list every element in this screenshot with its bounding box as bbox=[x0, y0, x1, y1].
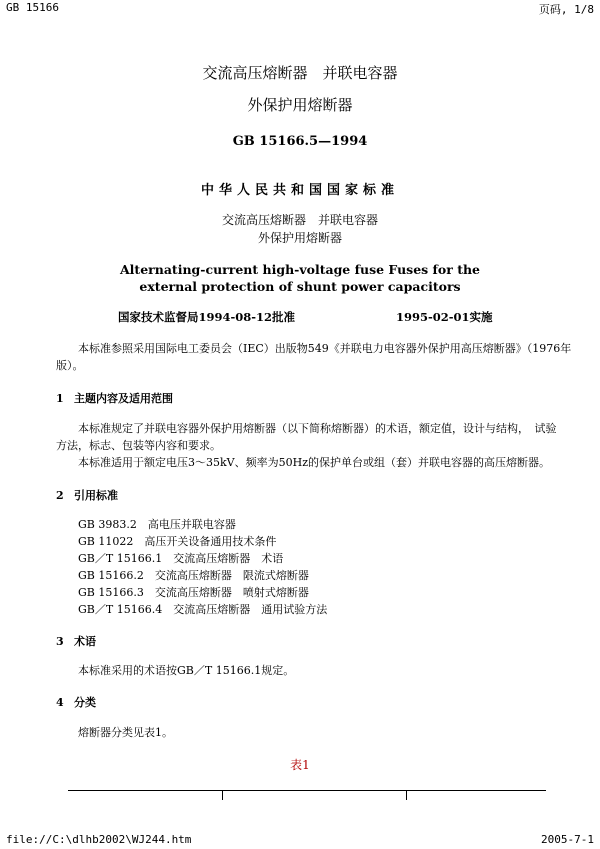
section-heading bbox=[56, 487, 118, 503]
s3-paragraph: 本标准采用的术语按GB／T 15166.1规定。 bbox=[78, 664, 295, 677]
reference-item: GB 15166.3 交流高压熔断器 喷射式熔断器 bbox=[78, 586, 309, 599]
en-title-line2: external protection of shunt power capacitors bbox=[139, 279, 461, 294]
cn-title-line1: 交流高压熔断器 并联电容器 bbox=[221, 213, 378, 227]
header-page-number: 页码, 1/8 bbox=[538, 3, 594, 16]
section-heading bbox=[56, 633, 96, 649]
doc-title-line2: 外保护用熔断器 bbox=[247, 96, 353, 114]
implementation-date: 1995-02-01实施 bbox=[396, 310, 493, 324]
standard-number: GB 15166.5—1994 bbox=[232, 134, 368, 149]
approval-date: 国家技术监督局1994-08-12批准 bbox=[118, 310, 296, 324]
s1-p1-line1: 本标准规定了并联电容器外保护用熔断器（以下简称熔断器）的术语，额定值，设计与结构， 试验 bbox=[78, 422, 557, 435]
section-number: 3 bbox=[56, 635, 64, 648]
en-title-line1: Alternating-current high-voltage fuse Fuses for the bbox=[119, 262, 481, 277]
national-standard-heading: 中华人民共和国国家标准 bbox=[200, 183, 399, 198]
footer-date: 2005-7-1 bbox=[541, 833, 594, 846]
reference-item: GB 15166.2 交流高压熔断器 限流式熔断器 bbox=[78, 569, 309, 582]
cn-title-line2: 外保护用熔断器 bbox=[257, 231, 342, 245]
s1-p1-line2: 方法，标志、包装等内容和要求。 bbox=[56, 439, 221, 452]
table-column-divider bbox=[222, 790, 223, 800]
page-footer bbox=[0, 833, 600, 849]
section-title: 术语 bbox=[74, 635, 96, 648]
section-number: 1 bbox=[56, 392, 64, 405]
section-title: 引用标准 bbox=[74, 489, 118, 502]
intro-line2: 版）。 bbox=[56, 359, 84, 372]
intro-line1: 本标准参照采用国际电工委员会（IEC）出版物549《并联电力电容器外保护用高压熔断器》（1976年 bbox=[78, 342, 572, 355]
table-top-rule bbox=[68, 790, 546, 791]
reference-item: GB 11022 高压开关设备通用技术条件 bbox=[78, 535, 277, 548]
reference-item: GB／T 15166.1 交流高压熔断器 术语 bbox=[78, 552, 284, 565]
header-doc-id: GB 15166 bbox=[6, 1, 59, 14]
section-heading bbox=[56, 390, 173, 406]
section-title: 分类 bbox=[74, 696, 96, 709]
section-title: 主题内容及适用范围 bbox=[74, 392, 173, 405]
doc-title-line1: 交流高压熔断器 并联电容器 bbox=[202, 64, 398, 82]
reference-item: GB 3983.2 高电压并联电容器 bbox=[78, 518, 236, 531]
table-caption: 表1 bbox=[290, 758, 310, 772]
reference-item: GB／T 15166.4 交流高压熔断器 通用试验方法 bbox=[78, 603, 328, 616]
page-header bbox=[0, 0, 600, 14]
s4-paragraph: 熔断器分类见表1。 bbox=[78, 726, 173, 739]
s1-p2: 本标准适用于额定电压3～35kV、频率为50Hz的保护单台或组（套）并联电容器的高压熔断器。 bbox=[78, 456, 550, 469]
table-column-divider bbox=[406, 790, 407, 800]
section-number: 2 bbox=[56, 489, 64, 502]
footer-file-path: file://C:\dlhb2002\WJ244.htm bbox=[6, 833, 192, 846]
section-number: 4 bbox=[56, 696, 64, 709]
section-heading bbox=[56, 694, 96, 710]
